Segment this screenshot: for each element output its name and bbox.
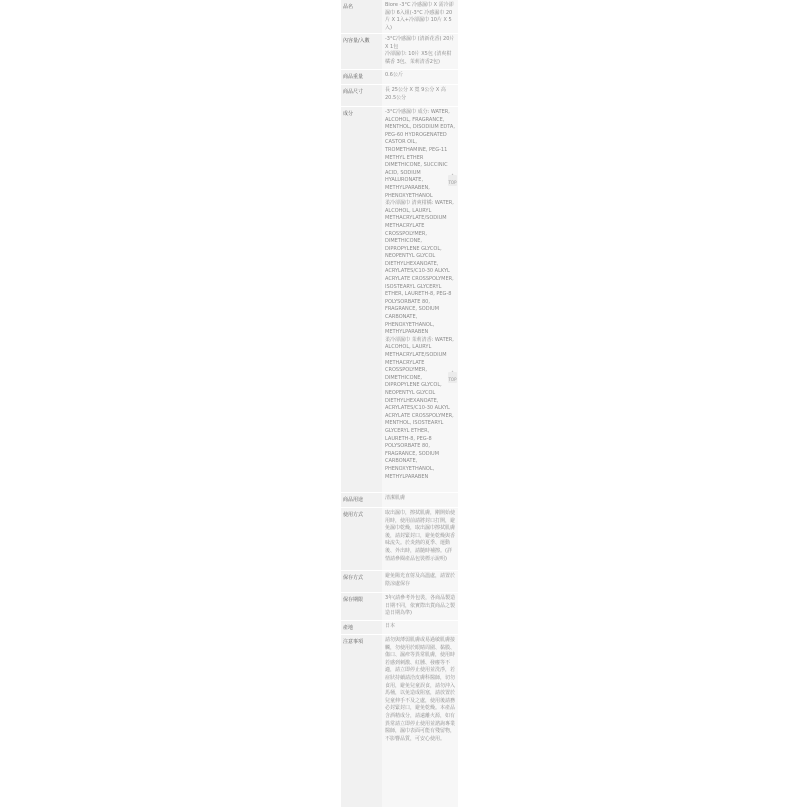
spec-label: 使用方式 <box>341 508 382 570</box>
spec-value: 清潔肌膚 <box>382 493 458 507</box>
spec-value: -3°C冷感濕巾 (清新花香) 20片 X 1包 冷卻濕巾: 10片 X5包 (清爽柑橘香 3包、茉莉清香2包) <box>382 34 458 69</box>
spec-value: 避免陽光直射及高溫處，請置於陰涼處保存 <box>382 571 458 592</box>
scroll-top-button-2[interactable] <box>448 372 457 383</box>
spec-row-usage <box>341 493 458 508</box>
spec-value: 0.6公斤 <box>382 70 458 84</box>
spec-table <box>341 0 458 808</box>
spec-label: 成分 <box>341 107 382 492</box>
spec-value: 日本 <box>382 621 458 634</box>
spec-value: Biore -3°C 冷感濕巾 X 需冷卻濕巾 6入組(-3°C 冷感濕巾 20片 X 1入+冷卻濕巾 10片 X 5入) <box>382 0 458 33</box>
spec-label: 品名 <box>341 0 382 33</box>
spec-row-shelf-life <box>341 593 458 621</box>
spec-label: 產地 <box>341 621 382 634</box>
scroll-top-button[interactable] <box>448 175 457 186</box>
spec-row-origin <box>341 621 458 635</box>
spec-label: 商品用途 <box>341 493 382 507</box>
chevron-up-icon: ˄ <box>451 371 454 377</box>
scroll-top-label: TOP <box>448 180 457 185</box>
spec-value: -3°C冷感濕巾 成分: WATER, ALCOHOL, FRAGRANCE, MENTHOL, DISODIUM EDTA, PEG-60 HYDROGENATED CASTOR OIL, TROMETHAMINE, PEG-11 METHYL ETHER DIMETHICONE, SUCCINIC ACID, SODIUM HYALURONATE, METHYLPARABEN, PHENOXYETHANOL 柔冷卻濕巾 清爽柑橘: WATER, ALCOHOL, LAURYL METHACRYLATE/SODIUM METHACRYLATE CROSSPOLYMER, DIMETHICONE, DIPROPYLENE GLYCOL, NEOPENTYL GLYCOL DIETHYLHEXANOATE, ACRYLATES/C10-30 ALKYL ACRYLATE CROSSPOLYMER, ISOSTEARYL GLYCERYL ETHER, LAURETH-8, PEG-8 POLYSORBATE 80, FRAGRANCE, SODIUM CARBONATE, PHENOXYETHANOL, METHYLPARABEN 柔冷卻濕巾 茉莉清香: WATER, ALCOHOL, LAURYL METHACRYLATE/SODIUM METHACRYLATE CROSSPOLYMER, DIMETHICONE, DIPROPYLENE GLYCOL, NEOPENTYL GLYCOL DIETHYLHEXANOATE, ACRYLATES/C10-30 ALKYL ACRYLATE CROSSPOLYMER, MENTHOL, ISOSTEARYL GLYCERYL ETHER, LAURETH-8, PEG-8 POLYSORBATE 80, FRAGRANCE, SODIUM CARBONATE, PHENOXYETHANOL, METHYLPARABEN <box>382 107 458 492</box>
spec-label: 注意事項 <box>341 635 382 807</box>
spec-row-ingredients <box>341 107 458 493</box>
spec-label: 內容量/入數 <box>341 34 382 69</box>
spec-row-storage <box>341 571 458 593</box>
spec-value: 長 25公分 X 寬 9公分 X 高 20.5公分 <box>382 85 458 106</box>
spec-row-content <box>341 34 458 70</box>
spec-row-method <box>341 508 458 571</box>
spec-row-weight <box>341 70 458 85</box>
spec-row-size <box>341 85 458 107</box>
spec-label: 保存方式 <box>341 571 382 592</box>
spec-row-name <box>341 0 458 34</box>
scroll-top-label: TOP <box>448 377 457 382</box>
spec-value: 取出濕巾，擦拭肌膚，剛開始使用時，使用前請將封口打開，避免濕巾乾燥，取出濕巾擦拭肌膚後，請封緊封口，避免乾燥與香味流失。於炎熱的夏季、運動後、外出時，請隨時補擦。(詳情請參閱產品包裝標示說明) <box>382 508 458 570</box>
spec-value: 3年(請參考外包裝，各商品製造日期不同，依實際出貨商品之製造日期為準) <box>382 593 458 620</box>
spec-label: 保存期限 <box>341 593 382 620</box>
spec-row-notes <box>341 635 458 808</box>
spec-label: 商品重量 <box>341 70 382 84</box>
spec-value: 請勿與薄弱肌膚或易過敏肌膚接觸，勿使用於眼睛周圍、黏膜、傷口、濕疹等異常肌膚，使用時若感到刺激、紅腫、發癢等不適，請立即停止使用並洗淨，若症狀持續請洽皮膚科醫師，切勿食用，避免兒童誤食，請勿沖入馬桶，以免造成阻塞，請放置於兒童伸手不及之處，使用後請務必封緊封口，避免乾燥。本產品含酒精成分，請遠離火源，如有異常請立即停止使用並諮詢專業醫師，濕巾表面可能有殘留物，不影響品質，可安心使用。 <box>382 635 458 807</box>
spec-label: 商品尺寸 <box>341 85 382 106</box>
chevron-up-icon: ˄ <box>451 174 454 180</box>
